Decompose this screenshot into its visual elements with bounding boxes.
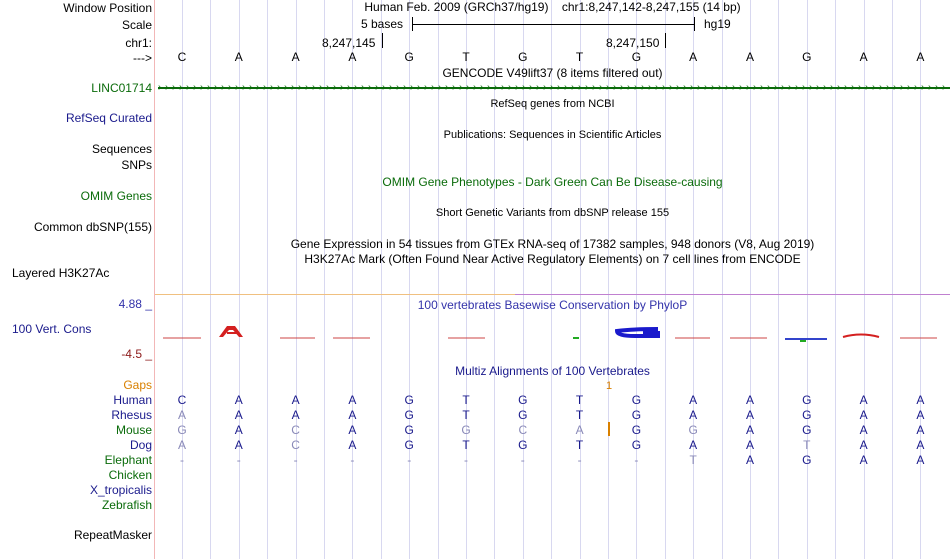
alignment-base: A	[348, 438, 357, 452]
reference-base: T	[462, 50, 470, 64]
alignment-base: -	[407, 453, 412, 467]
alignment-base: A	[859, 393, 868, 407]
reference-base: G	[631, 50, 642, 64]
alignment-base: A	[234, 393, 243, 407]
window-position-label: Window Position	[63, 1, 152, 15]
strand-chevron: ›	[942, 82, 946, 93]
alignment-base: A	[916, 438, 925, 452]
strand-chevron: ›	[242, 82, 246, 93]
strand-chevron: ›	[879, 82, 883, 93]
alignment-base: A	[745, 408, 754, 422]
species-label-x-tropicalis[interactable]: X_tropicalis	[89, 483, 152, 497]
alignment-base: T	[462, 393, 470, 407]
alignment-base: G	[177, 423, 187, 437]
strand-chevron: ›	[760, 82, 764, 93]
strand-chevron: ›	[865, 82, 869, 93]
alignment-base: -	[577, 453, 582, 467]
alignment-base: A	[859, 408, 868, 422]
strand-chevron: ›	[396, 82, 400, 93]
reference-base: C	[177, 50, 187, 64]
alignment-base: T	[575, 408, 584, 422]
track-label-sequences[interactable]: Sequences	[91, 142, 152, 156]
species-label-chicken[interactable]: Chicken	[108, 468, 152, 482]
assembly-title: Human Feb. 2009 (GRCh37/hg19)	[364, 0, 549, 14]
alignment-base: A	[745, 393, 754, 407]
reference-base: A	[916, 50, 925, 64]
alignment-base: C	[291, 423, 300, 437]
track-label-linc01714[interactable]: LINC01714	[91, 81, 152, 95]
alignment-base: A	[745, 438, 754, 452]
alignment-base: T	[462, 438, 470, 452]
alignment-base: G	[518, 438, 528, 452]
strand-chevron: ›	[333, 82, 337, 93]
strand-chevron: ›	[606, 82, 610, 93]
strand-chevron: ›	[550, 82, 554, 93]
conservation-min-label: -4.5 _	[121, 347, 152, 361]
alignment-base: G	[518, 393, 528, 407]
alignment-base: -	[180, 453, 184, 467]
strand-chevron: ›	[361, 82, 365, 93]
alignment-base: T	[689, 453, 697, 467]
strand-chevron: ›	[872, 82, 876, 93]
strand-chevron: ›	[809, 82, 813, 93]
strand-chevron: ›	[417, 82, 421, 93]
alignment-base: -	[293, 453, 298, 467]
alignment-base: A	[689, 438, 698, 452]
strand-chevron: ›	[732, 82, 736, 93]
strand-chevron: ›	[655, 82, 659, 93]
strand-chevron: ›	[592, 82, 596, 93]
alignment-base: -	[634, 453, 639, 467]
alignment-base: A	[689, 408, 698, 422]
alignment-base: A	[291, 393, 300, 407]
omim-track-title[interactable]: OMIM Gene Phenotypes - Dark Green Can Be Disease-causing	[382, 175, 723, 189]
alignment-base: G	[404, 438, 414, 452]
alignment-base: A	[916, 453, 925, 467]
strand-chevron: ›	[893, 82, 897, 93]
reference-base: T	[575, 50, 584, 64]
strand-chevron: ›	[438, 82, 442, 93]
refseq-track-title[interactable]: RefSeq genes from NCBI	[490, 98, 615, 110]
alignment-base: A	[916, 423, 925, 437]
alignment-base: T	[462, 408, 470, 422]
strand-chevron: ›	[683, 82, 687, 93]
alignment-base: A	[745, 423, 754, 437]
strand-chevron: ›	[816, 82, 820, 93]
gridline	[835, 0, 836, 559]
alignment-base: A	[177, 438, 186, 452]
alignment-base: A	[689, 393, 698, 407]
alignment-base: A	[177, 408, 186, 422]
strand-chevron: ›	[389, 82, 393, 93]
strand-chevron: ›	[410, 82, 414, 93]
strand-chevron: ›	[298, 82, 302, 93]
species-label-elephant[interactable]: Elephant	[104, 453, 152, 467]
track-label-refseq[interactable]: RefSeq Curated	[65, 111, 152, 125]
strand-chevron: ›	[585, 82, 589, 93]
strand-chevron: ›	[431, 82, 435, 93]
multiz-track-title[interactable]: Multiz Alignments of 100 Vertebrates	[455, 364, 650, 378]
strand-chevron: ›	[557, 82, 561, 93]
strand-chevron: ›	[753, 82, 757, 93]
reference-base: G	[518, 50, 528, 64]
alignment-base: C	[518, 423, 528, 437]
strand-chevron: ›	[648, 82, 652, 93]
alignment-base: G	[802, 453, 812, 467]
strand-chevron: ›	[501, 82, 505, 93]
strand-chevron: ›	[928, 82, 932, 93]
alignment-base: A	[348, 393, 357, 407]
alignment-base: -	[236, 453, 241, 467]
gridline	[267, 0, 268, 559]
species-label-human[interactable]: Human	[113, 393, 152, 407]
scale-text: 5 bases	[361, 17, 404, 31]
gtex-track-title[interactable]: Gene Expression in 54 tissues from GTEx RNA-seq of 17382 samples, 948 donors (V8, Aug 2019)	[290, 237, 815, 251]
strand-chevron: ›	[844, 82, 848, 93]
alignment-base: -	[520, 453, 525, 467]
reference-base: G	[404, 50, 414, 64]
alignment-base: A	[348, 408, 357, 422]
gap-marker[interactable]: 1	[606, 380, 613, 392]
alignment-base: G	[461, 423, 471, 437]
strand-chevron: ›	[263, 82, 267, 93]
reference-base: A	[234, 50, 243, 64]
publications-track-title[interactable]: Publications: Sequences in Scientific Articles	[443, 129, 662, 141]
strand-chevron: ›	[452, 82, 456, 93]
strand-chevron: ›	[340, 82, 344, 93]
alignment-base: A	[291, 408, 300, 422]
strand-chevron: ›	[564, 82, 568, 93]
alignment-base: T	[575, 438, 584, 452]
alignment-base: G	[404, 408, 414, 422]
strand-chevron: ›	[305, 82, 309, 93]
alignment-base: A	[745, 453, 754, 467]
strand-chevron: ›	[718, 82, 722, 93]
alignment-base: A	[859, 453, 868, 467]
gencode-track-title[interactable]: GENCODE V49lift37 (8 items filtered out)	[442, 66, 663, 80]
position-header	[155, 0, 950, 14]
strand-chevron: ›	[256, 82, 260, 93]
strand-chevron: ›	[270, 82, 274, 93]
gridline	[324, 0, 325, 559]
gridline	[807, 0, 808, 559]
alignment-base: A	[916, 393, 925, 407]
strand-chevron: ›	[319, 82, 323, 93]
coordinate-label-2: 8,247,150	[606, 36, 660, 50]
strand-chevron: ›	[158, 82, 162, 93]
dbsnp-track-title[interactable]: Short Genetic Variants from dbSNP release 155	[435, 207, 670, 219]
strand-chevron: ›	[921, 82, 925, 93]
track-label-vert-cons[interactable]: 100 Vert. Cons	[12, 322, 92, 336]
strand-chevron: ›	[837, 82, 841, 93]
strand-chevron: ›	[571, 82, 575, 93]
strand-chevron: ›	[669, 82, 673, 93]
gridline	[778, 0, 779, 559]
gridline	[352, 0, 353, 559]
strand-chevron: ›	[704, 82, 708, 93]
strand-chevron: ›	[774, 82, 778, 93]
alignment-base: A	[234, 438, 243, 452]
species-label-mouse[interactable]: Mouse	[115, 423, 152, 437]
strand-chevron: ›	[179, 82, 183, 93]
strand-chevron: ›	[599, 82, 603, 93]
strand-chevron: ›	[291, 82, 295, 93]
strand-chevron: ›	[907, 82, 911, 93]
gridline	[239, 0, 240, 559]
strand-chevron: ›	[746, 82, 750, 93]
strand-chevron: ›	[207, 82, 211, 93]
h3k27ac-separator-right	[515, 294, 950, 295]
track-label-gaps[interactable]: Gaps	[123, 378, 152, 392]
strand-chevron: ›	[466, 82, 470, 93]
strand-chevron: ›	[235, 82, 239, 93]
phylop-track-title[interactable]: 100 vertebrates Basewise Conservation by PhyloP	[417, 298, 688, 312]
strand-chevron: ›	[249, 82, 253, 93]
reference-base: A	[348, 50, 357, 64]
strand-arrow-label: --->	[133, 51, 152, 65]
conservation-marks	[163, 326, 937, 341]
strand-chevron: ›	[487, 82, 491, 93]
species-label-dog[interactable]: Dog	[129, 438, 152, 452]
gridline	[722, 0, 723, 559]
reference-base: A	[745, 50, 754, 64]
strand-chevron: ›	[802, 82, 806, 93]
gridline	[296, 0, 297, 559]
strand-chevron: ›	[326, 82, 330, 93]
strand-chevron: ›	[354, 82, 358, 93]
strand-chevron: ›	[767, 82, 771, 93]
species-label-rhesus[interactable]: Rhesus	[111, 408, 152, 422]
strand-chevron: ›	[662, 82, 666, 93]
alignment-base: T	[575, 393, 584, 407]
strand-chevron: ›	[312, 82, 316, 93]
alignment-base: G	[688, 423, 698, 437]
strand-chevron: ›	[613, 82, 617, 93]
track-label-snps[interactable]: SNPs	[121, 158, 152, 172]
strand-chevron: ›	[347, 82, 351, 93]
alignment-base: G	[631, 423, 642, 437]
track-image-area[interactable]	[155, 0, 950, 559]
strand-chevron: ›	[193, 82, 197, 93]
alignment-base: A	[859, 423, 868, 437]
strand-chevron: ›	[277, 82, 281, 93]
track-label-omim[interactable]: OMIM Genes	[80, 189, 152, 203]
strand-chevron: ›	[634, 82, 638, 93]
strand-chevron: ›	[480, 82, 484, 93]
strand-chevron: ›	[788, 82, 792, 93]
position-range: chr1:8,247,142-8,247,155 (14 bp)	[561, 0, 741, 14]
track-label-layered-h3k27ac[interactable]: Layered H3K27Ac	[12, 266, 110, 280]
strand-chevron: ›	[641, 82, 645, 93]
alignment-base: -	[350, 453, 355, 467]
strand-chevron: ›	[725, 82, 729, 93]
strand-chevron: ›	[739, 82, 743, 93]
strand-chevron: ›	[473, 82, 477, 93]
alignment-base: A	[234, 423, 243, 437]
alignment-base: G	[404, 423, 414, 437]
strand-chevron: ›	[424, 82, 428, 93]
chromosome-label: chr1:	[125, 36, 152, 50]
alignment-base: G	[631, 438, 642, 452]
phylop-conservation-plot[interactable]	[155, 320, 950, 350]
strand-chevron: ›	[522, 82, 526, 93]
strand-chevron: ›	[578, 82, 582, 93]
db-label: hg19	[704, 17, 731, 31]
h3k27ac-separator-left	[155, 294, 515, 295]
strand-chevron: ›	[403, 82, 407, 93]
alignment-base: A	[859, 438, 868, 452]
species-label-zebrafish[interactable]: Zebrafish	[101, 498, 152, 512]
scale-label: Scale	[121, 18, 152, 32]
strand-chevron: ›	[375, 82, 379, 93]
strand-chevron: ›	[515, 82, 519, 93]
strand-chevron: ›	[200, 82, 204, 93]
track-label-common-dbsnp[interactable]: Common dbSNP(155)	[33, 220, 152, 234]
alignment-base: -	[464, 453, 468, 467]
strand-chevron: ›	[851, 82, 855, 93]
strand-chevron: ›	[221, 82, 225, 93]
strand-chevron: ›	[165, 82, 169, 93]
strand-chevron: ›	[627, 82, 631, 93]
alignment-base: A	[916, 408, 925, 422]
strand-chevron: ›	[508, 82, 512, 93]
alignment-base: G	[631, 393, 642, 407]
reference-base: A	[689, 50, 698, 64]
strand-chevron: ›	[382, 82, 386, 93]
strand-chevron: ›	[536, 82, 540, 93]
alignment-base: C	[177, 393, 187, 407]
strand-chevron: ›	[900, 82, 904, 93]
strand-chevron: ›	[676, 82, 680, 93]
coordinate-label-1: 8,247,145	[322, 36, 376, 50]
alignment-base: G	[802, 423, 812, 437]
track-labels-panel	[0, 0, 154, 559]
alignment-base: T	[803, 438, 811, 452]
alignment-base: C	[291, 438, 300, 452]
strand-chevron: ›	[858, 82, 862, 93]
strand-chevron: ›	[214, 82, 218, 93]
track-label-repeatmasker[interactable]: RepeatMasker	[73, 528, 152, 542]
strand-chevron: ›	[459, 82, 463, 93]
strand-chevron: ›	[795, 82, 799, 93]
strand-chevron: ›	[445, 82, 449, 93]
strand-chevron: ›	[228, 82, 232, 93]
strand-chevron: ›	[529, 82, 533, 93]
gridline	[750, 0, 751, 559]
strand-chevron: ›	[494, 82, 498, 93]
reference-base: A	[291, 50, 300, 64]
strand-chevron: ›	[690, 82, 694, 93]
alignment-base: G	[802, 393, 812, 407]
conservation-max-label: 4.88 _	[118, 297, 152, 311]
strand-chevron: ›	[711, 82, 715, 93]
alignment-base: A	[348, 423, 357, 437]
alignment-base: A	[234, 408, 243, 422]
strand-chevron: ›	[830, 82, 834, 93]
alignment-base: A	[575, 423, 584, 437]
insertion-marker[interactable]	[608, 422, 610, 436]
strand-chevron: ›	[172, 82, 176, 93]
reference-base: G	[802, 50, 812, 64]
strand-chevron: ›	[368, 82, 372, 93]
strand-chevron: ›	[935, 82, 939, 93]
alignment-base: G	[404, 393, 414, 407]
alignment-base: G	[802, 408, 812, 422]
strand-chevron: ›	[823, 82, 827, 93]
strand-chevron: ›	[914, 82, 918, 93]
strand-chevron: ›	[186, 82, 190, 93]
alignment-base: G	[518, 408, 528, 422]
strand-chevron: ›	[543, 82, 547, 93]
alignment-base: G	[631, 408, 642, 422]
h3k27ac-track-title[interactable]: H3K27Ac Mark (Often Found Near Active Regulatory Elements) on 7 cell lines from ENCODE	[304, 252, 801, 266]
reference-base: A	[859, 50, 868, 64]
strand-chevron: ›	[886, 82, 890, 93]
strand-chevron: ›	[781, 82, 785, 93]
strand-chevron: ›	[697, 82, 701, 93]
strand-chevron: ›	[620, 82, 624, 93]
strand-chevron: ›	[284, 82, 288, 93]
